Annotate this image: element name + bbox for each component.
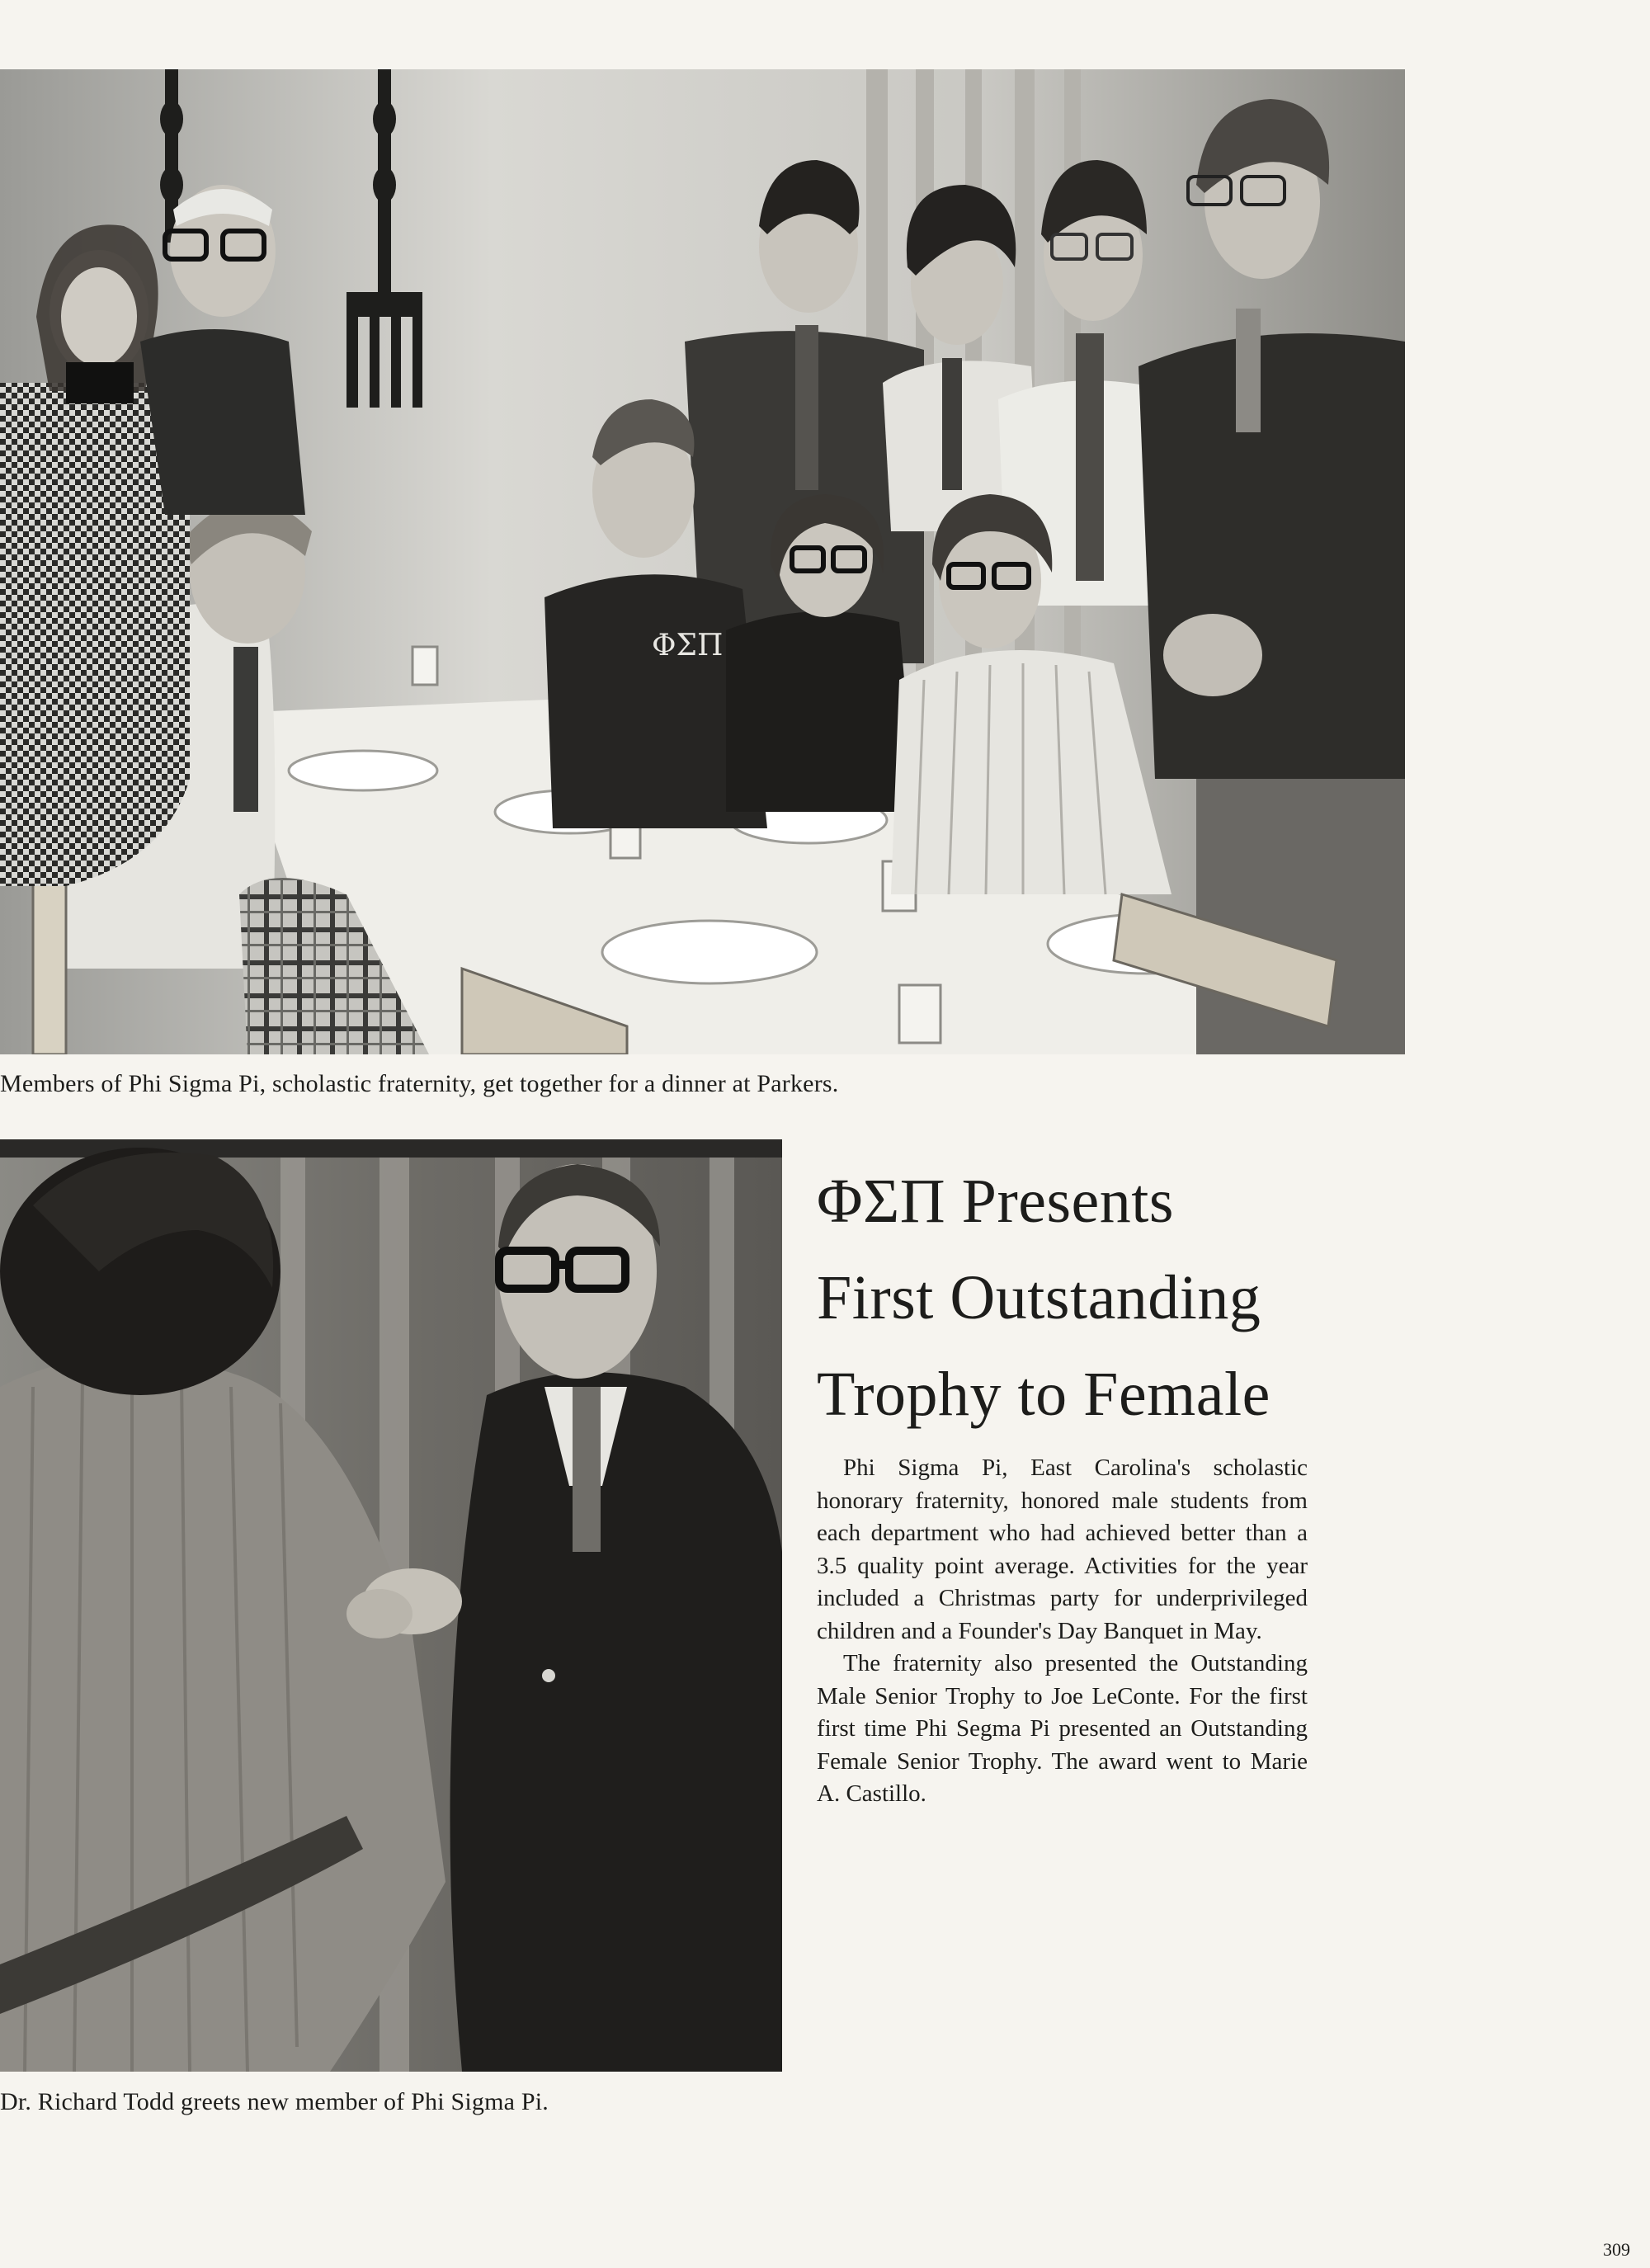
- article-paragraph: The fraternity also presented the Outstanding Male Senior Trophy to Joe LeConte. For the first first time Phi Segma Pi presented an Outstanding Female Senior Trophy. The award went to Marie A. Castillo.: [817, 1650, 1308, 1807]
- article-body: [817, 1452, 1308, 1811]
- dinner-photo-caption: Members of Phi Sigma Pi, scholastic fraternity, get together for a dinner at Parkers.: [0, 1070, 839, 1097]
- headline-line: ΦΣΠ Presents: [817, 1167, 1174, 1236]
- greeting-photo-caption: Dr. Richard Todd greets new member of Phi Sigma Pi.: [0, 2088, 549, 2115]
- article-paragraph: Phi Sigma Pi, East Carolina's scholastic honorary fraternity, honored male students from each department who had achieved better than a 3.5 quality point average. Activities for the year included a Christmas party for underprivileged children and a Founder's Day Banquet in May.: [817, 1455, 1308, 1644]
- greeting-photo: [0, 1139, 782, 2072]
- article-headline: [817, 1153, 1361, 1443]
- svg-text:ΦΣΠ: ΦΣΠ: [652, 629, 724, 662]
- page-number: 309: [1603, 2239, 1630, 2260]
- headline-line: First Outstanding: [817, 1263, 1261, 1332]
- dinner-group-photo: [0, 69, 1405, 1054]
- headline-line: Trophy to Female: [817, 1360, 1270, 1429]
